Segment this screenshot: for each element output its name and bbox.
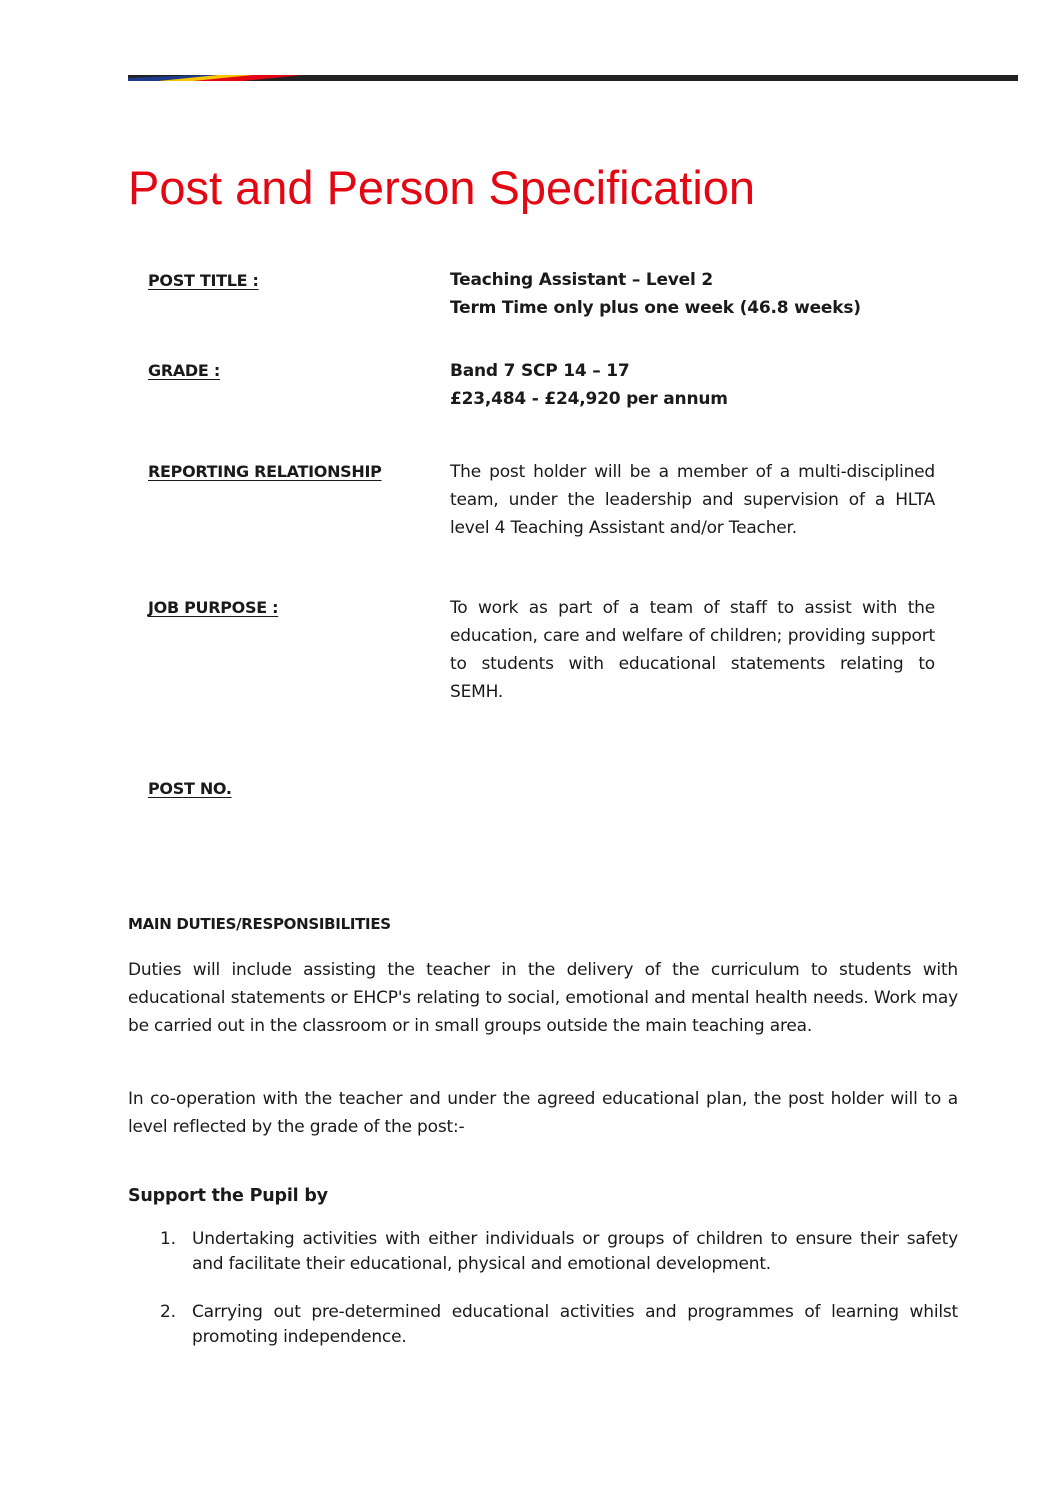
grade-value-line: Band 7 SCP 14 – 17 <box>450 361 630 381</box>
page-title: Post and Person Specification <box>128 161 756 214</box>
list-item-text: Undertaking activities with either individuals or groups of children to ensure their safety and facilitate their educational, physical and emotional development. <box>192 1229 958 1274</box>
grade-label: GRADE : <box>148 361 220 380</box>
reporting-relationship-value: The post holder will be a member of a multi-disciplined team, under the leadership and supervision of a HLTA level 4 Teaching Assistant and/or Teacher. <box>450 462 935 538</box>
support-pupil-list <box>160 1227 958 1373</box>
main-duties-paragraph: In co-operation with the teacher and under the agreed educational plan, the post holder will to a level reflected by the grade of the post:- <box>128 1089 958 1137</box>
list-item-number: 1. <box>160 1229 176 1249</box>
post-title-value <box>450 266 935 322</box>
list-item <box>160 1300 958 1350</box>
list-item-text: Carrying out pre-determined educational activities and programmes of learning whilst promoting independence. <box>192 1302 958 1347</box>
grade-value <box>450 357 935 413</box>
job-purpose-value: To work as part of a team of staff to assist with the education, care and welfare of children; providing support to students with educational statements relating to SEMH. <box>450 598 935 702</box>
grade-value-line: £23,484 - £24,920 per annum <box>450 389 728 409</box>
list-item <box>160 1227 958 1277</box>
main-duties-heading: MAIN DUTIES/RESPONSIBILITIES <box>128 915 391 933</box>
job-purpose-label: JOB PURPOSE : <box>148 598 279 617</box>
support-pupil-heading: Support the Pupil by <box>128 1186 328 1206</box>
post-title-value-line: Teaching Assistant – Level 2 <box>450 270 713 290</box>
reporting-relationship-label: REPORTING RELATIONSHIP <box>148 462 382 481</box>
post-no-label: POST NO. <box>148 779 232 798</box>
main-duties-paragraph: Duties will include assisting the teacher in the delivery of the curriculum to students with educational statements or EHCP's relating to social, emotional and mental health needs. Work may be carried out in the classroom or in small groups outside the main teaching area. <box>128 960 958 1036</box>
header-rule <box>128 75 1018 81</box>
post-title-value-line: Term Time only plus one week (46.8 weeks) <box>450 298 861 318</box>
list-item-number: 2. <box>160 1302 176 1322</box>
post-title-label: POST TITLE : <box>148 271 259 290</box>
